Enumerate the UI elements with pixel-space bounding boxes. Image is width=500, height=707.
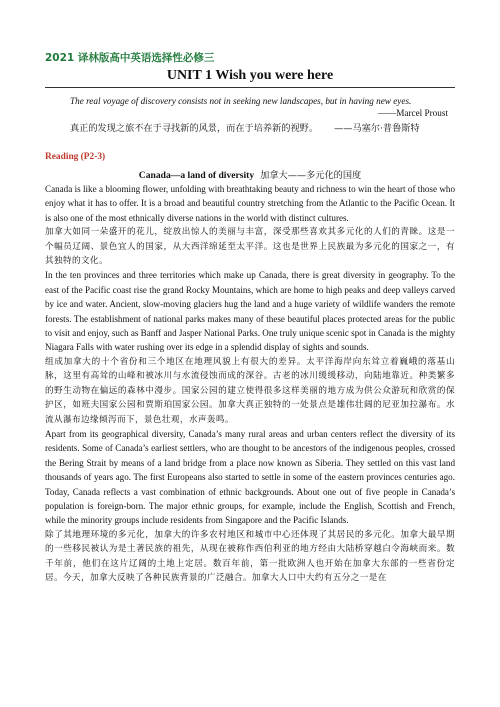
paragraph-1-cn: 加拿大如同一朵盛开的花儿，绽放出惊人的美丽与丰富，深受那些喜欢其多元化的人们的青睐。这是一个幅员辽阔、景色宜人的国家，从大西洋绵延至太平洋。这也是世界上民族最为多元化的国家之一，有其独特的文化。 (45, 227, 455, 267)
header-rule (45, 87, 455, 88)
epigraph-translation (70, 122, 480, 135)
article-body (45, 182, 455, 585)
reading-heading: Reading (P2-3) (45, 152, 106, 162)
epigraph-author: ——Marcel Proust (377, 108, 448, 118)
epigraph-translation-author: ——马塞尔·普鲁斯特 (334, 123, 420, 134)
article-title-cn: 加拿大——多元化的国度 (260, 170, 362, 181)
epigraph-quote: The real voyage of discovery consists not in seeking new landscapes, but in having new eyes. (70, 96, 412, 106)
article-title (0, 167, 500, 181)
unit-title: UNIT 1 Wish you were here (166, 68, 334, 83)
paragraph-1-en: Canada is like a blooming flower, unfolding with breathtaking beauty and richness to win the heart of those who enjoy what it has to offer. It is a broad and beautiful country stretching from the Atlantic to the Pacific Ocean. It is also one of the most ethnically diverse nations in the world with distinct cultures. (45, 184, 455, 223)
article-title-en: Canada—a land of diversity (138, 170, 255, 181)
paragraph-3-en: Apart from its geographical diversity, Canada’s many rural areas and urban centers reflect the diversity of its residents. Some of Canada’s earliest settlers, who are thought to be ancestors of the indigenous peoples, crossed the Bering Strait by means of a land bridge from a place now known as Siberia. They settled on this vast land thousands of years ago. The first Europeans also started to settle in some of the eastern provinces centuries ago. Today, Canada reflects a vast combination of ethnic backgrounds. About one out of five people in Canada’s population is foreign-born. The major ethnic groups, for example, include the English, Scottish and French, while the minority groups include residents from Singapore and the Pacific Islands. (45, 428, 455, 526)
series-title: 2021 译林版高中英语选择性必修三 (45, 52, 215, 64)
paragraph-2-en: In the ten provinces and three territories which make up Canada, there is great diversity in geography. To the east of the Pacific coast rise the grand Rocky Mountains, which are home to high peaks and deep valleys carved by ice and water. Ancient, slow-moving glaciers hug the land and a huge variety of wildlife wanders the remote forests. The establishment of national parks makes many of these beautiful places protected areas for the public to visit and enjoy, such as Banff and Jasper National Parks. One truly unique scenic spot in Canada is the mighty Niagara Falls with water rushing over its edge in a splendid display of sights and sounds. (45, 270, 455, 353)
paragraph-3-cn: 除了其地理环境的多元化，加拿大的许多农村地区和城市中心还体现了其居民的多元化。加拿大最早期的一些移民被认为是土著民族的祖先，从现在被称作西伯利亚的地方经由大陆桥穿越白令海峡而来。数千年前，他们在这片辽阔的土地上定居。数百年前，第一批欧洲人也开始在加拿大东部的一些省份定居。今天，加拿大反映了各种民族背景的广泛融合。加拿大人口中大约有五分之一是在 (45, 529, 455, 583)
paragraph-2-cn: 组成加拿大的十个省份和三个地区在地理风貌上有很大的差异。太平洋海岸向东耸立着巍峨的落基山脉，这里有高耸的山峰和被冰川与水流侵蚀而成的深谷。古老的冰川缓缓移动，向陆地靠近。种类繁多的野生动物在偏远的森林中漫步。国家公园的建立使得很多这样美丽的地方成为供公众游玩和欣赏的保护区，如班夫国家公园和贾斯珀国家公园。加拿大真正独特的一处景点是雄伟壮阔的尼亚加拉瀑布。水流从瀑布边缘倾泻而下，景色壮观，水声轰鸣。 (45, 356, 455, 425)
epigraph-translation-text: 真正的发现之旅不在于寻找新的风景，而在于培养新的视野。 (70, 123, 319, 134)
